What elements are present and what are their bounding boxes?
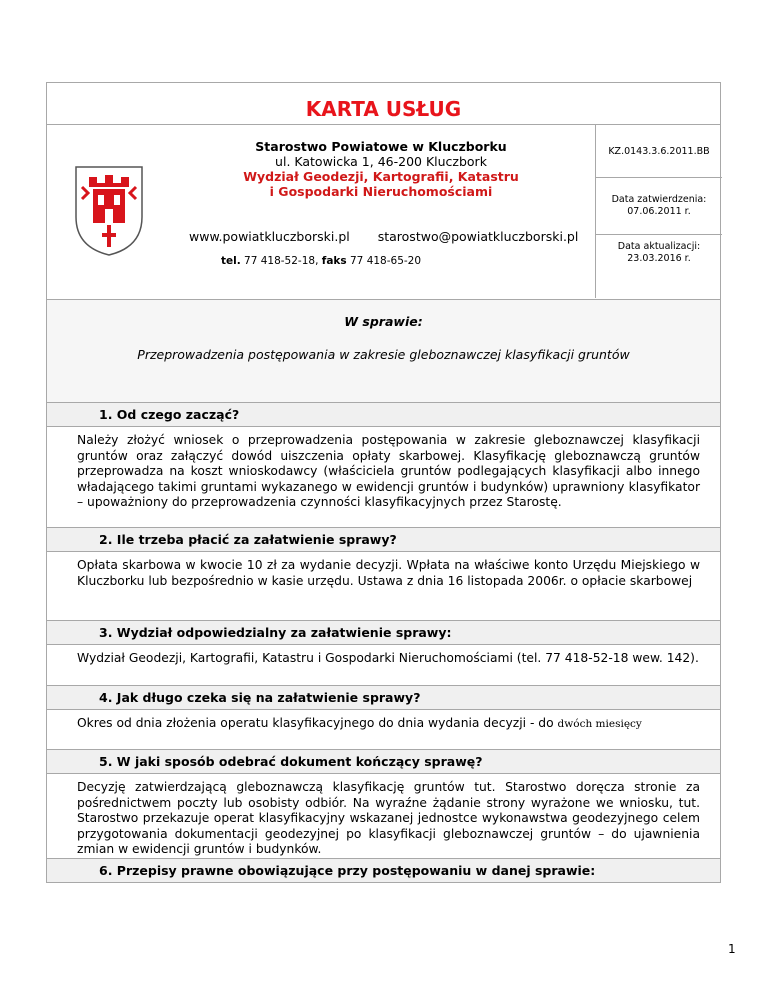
section-4-text: Okres od dnia złożenia operatu klasyfikacyjnego do dnia wydania decyzji - do	[77, 716, 554, 730]
fax-value: 77 418-65-20	[350, 255, 422, 267]
approval-label: Data zatwierdzenia:	[611, 194, 707, 205]
page-number: 1	[728, 942, 736, 956]
section-2-body: Opłata skarbowa w kwocie 10 zł za wydanie decyzji. Wpłata na właściwe konto Urzędu Miejskiego w Kluczborku lub bezpośrednio w kasie urzędu. Ustawa z dnia 16 listopada 2006r. o opłacie skarbowej	[46, 552, 721, 620]
section-5-heading: 5. W jaki sposób odebrać dokument kończący sprawę?	[46, 749, 721, 774]
section-4-duration: dwóch miesięcy	[557, 718, 642, 730]
section-2-heading: 2. Ile trzeba płacić za załatwienie sprawy?	[46, 527, 721, 552]
update-date-box	[596, 235, 722, 265]
update-date: 23.03.2016 r.	[627, 253, 691, 264]
section-1-body: Należy złożyć wniosek o przeprowadzenia postępowania w zakresie gleboznawczej klasyfikacji gruntów oraz załączyć dowód uiszczenia opłaty skarbowej. Klasyfikację gleboznawczą gruntów przeprowadza na koszt wnioskodawcy (właściciela gruntów podlegających klasyfikacji albo innego władającego takimi gruntami wykazanego w ewidencji gruntów i budynków) uprawniony klasyfikator – upoważniony do przeprowadzenia czynności klasyfikacyjnych przez Starostę.	[46, 427, 721, 527]
approval-date: 07.06.2011 r.	[627, 206, 691, 217]
department-line-1: Wydział Geodezji, Kartografii, Katastru	[243, 169, 519, 184]
section-4-body	[46, 710, 721, 749]
header-block	[46, 82, 721, 300]
website-link[interactable]: www.powiatkluczborski.pl	[189, 229, 350, 244]
update-label: Data aktualizacji:	[617, 241, 701, 252]
matter-heading: W sprawie:	[344, 314, 423, 329]
section-6-heading: 6. Przepisy prawne obowiązujące przy postępowaniu w danej sprawie:	[46, 858, 721, 883]
contact-links	[189, 229, 578, 244]
section-4-heading: 4. Jak długo czeka się na załatwienie sprawy?	[46, 685, 721, 710]
email-link[interactable]: starostwo@powiatkluczborski.pl	[377, 229, 579, 244]
section-3-body: Wydział Geodezji, Kartografii, Katastru i Gospodarki Nieruchomościami (tel. 77 418-52-18 wew. 142).	[46, 645, 721, 685]
card-title: KARTA USŁUG	[305, 97, 462, 121]
phone-line	[47, 255, 595, 267]
doc-meta-column	[595, 125, 722, 298]
service-card	[46, 82, 721, 883]
section-5-body: Decyzję zatwierdzającą gleboznawczą klasyfikację gruntów tut. Starostwo doręcza stronie za pośrednictwem poczty lub osobisty odbiór. Na wyraźne żądanie strony wyrażone we wniosku, tut. Starostwo przekazuje operat klasyfikacyjny wskazanej jednostce wykonawstwa geodezyjnego celem przygotowania dokumentacji geodezyjnej po klasyfikacji gleboznawczej gruntów – do ujawnienia zmian w ewidencji gruntów i budynków.	[46, 774, 721, 858]
department-line-2: i Gospodarki Nieruchomościami	[269, 184, 493, 199]
org-address: ul. Katowicka 1, 46-200 Kluczbork	[275, 154, 487, 169]
tel-label: tel.	[220, 255, 241, 267]
organization-block	[165, 139, 597, 199]
matter-block	[46, 300, 721, 403]
approval-date-box	[596, 178, 722, 235]
section-3-heading: 3. Wydział odpowiedzialny za załatwienie sprawy:	[46, 620, 721, 645]
coat-of-arms-icon	[74, 165, 144, 257]
matter-text: Przeprowadzenia postępowania w zakresie gleboznawczej klasyfikacji gruntów	[137, 347, 630, 362]
doc-code: KZ.0143.3.6.2011.BB	[596, 125, 722, 178]
org-name: Starostwo Powiatowe w Kluczborku	[255, 139, 507, 154]
section-1-heading: 1. Od czego zacząć?	[46, 403, 721, 427]
tel-value: 77 418-52-18,	[244, 255, 319, 267]
fax-label: faks	[321, 255, 347, 267]
